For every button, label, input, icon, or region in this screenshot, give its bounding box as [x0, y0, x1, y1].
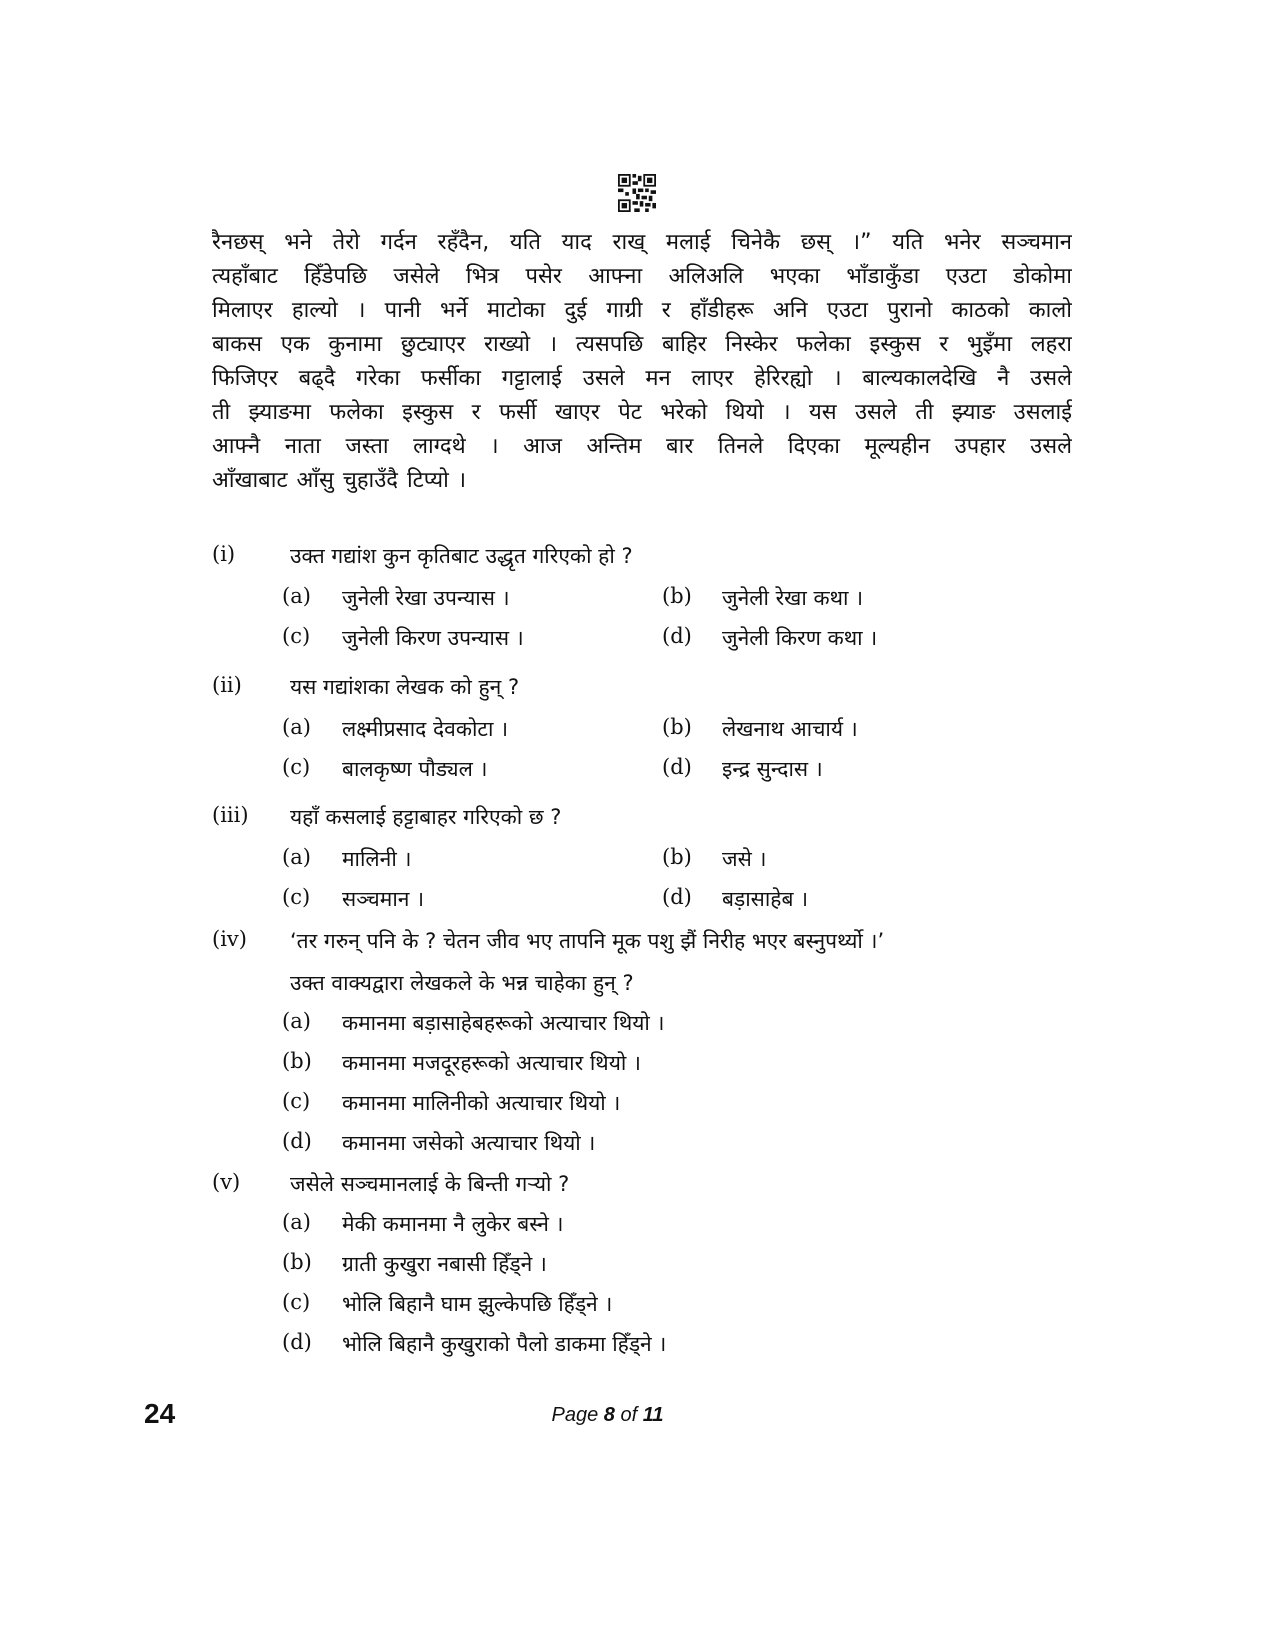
- passage-line: त्यहाँबाट हिँडेपछि जसेले भित्र पसेर आफ्ना अलिअलि भएका भाँडाकुँडा एउटा डोकोमा: [212, 264, 1072, 289]
- option-label: (a): [282, 1210, 311, 1234]
- option-text: कमानमा जसेको अत्याचार थियो ।: [342, 1131, 596, 1155]
- option-label: (b): [282, 1049, 312, 1073]
- option-text: सञ्चमान ।: [342, 887, 425, 911]
- question-5: [212, 1170, 1072, 1360]
- passage-line: ती झ्याङमा फलेका इस्कुस र फर्सी खाएर पेट भरेको थियो । यस उसले ती झ्याङ उसलाई: [212, 400, 1072, 425]
- option-label: (d): [662, 885, 692, 909]
- option-text: लेखनाथ आचार्य ।: [722, 717, 858, 741]
- page-total: 11: [642, 1404, 664, 1426]
- option-label: (a): [282, 1009, 311, 1033]
- option-text: जसे ।: [722, 847, 767, 871]
- option-text: लक्ष्मीप्रसाद देवकोटा ।: [342, 717, 509, 741]
- question-text-line-2: उक्त वाक्यद्वारा लेखकले के भन्न चाहेका हुन् ?: [290, 971, 634, 995]
- question-4: [212, 927, 1072, 1157]
- option-label: (a): [282, 584, 311, 608]
- passage-line: फिजिएर बढ्दै गरेका फर्सीका गट्टालाई उसले मन लाएर हेरिरह्यो । बाल्यकालदेखि नै उसले: [212, 366, 1072, 391]
- option-label: (d): [662, 755, 692, 779]
- option-label: (a): [282, 845, 311, 869]
- option-label: (d): [282, 1330, 312, 1354]
- option-text: जुनेली किरण उपन्यास ।: [342, 626, 524, 650]
- option-label: (b): [282, 1250, 312, 1274]
- passage-line: मिलाएर हाल्यो । पानी भर्ने माटोका दुई गाग्री र हाँडीहरू अनि एउटा पुरानो काठको कालो: [212, 298, 1072, 323]
- option-label: (b): [662, 845, 692, 869]
- option-label: (c): [282, 755, 311, 779]
- paper-code: 24: [144, 1398, 176, 1429]
- qr-code-icon: [618, 174, 656, 212]
- question-text: उक्त गद्यांश कुन कृतिबाट उद्धृत गरिएको हो ?: [290, 544, 633, 568]
- question-text: यहाँ कसलाई हट्टाबाहर गरिएको छ ?: [290, 805, 562, 829]
- option-text: भोलि बिहानै घाम झुल्केपछि हिँड्ने ।: [342, 1292, 613, 1316]
- option-label: (c): [282, 1089, 311, 1113]
- option-label: (c): [282, 885, 311, 909]
- passage-line: रैनछस् भने तेरो गर्दन रहँदैन, यति याद राख् मलाई चिनेकै छस् ।” यति भनेर सञ्चमान: [212, 230, 1072, 255]
- question-number: (i): [212, 542, 236, 566]
- passage-line: बाकस एक कुनामा छुट्याएर राख्यो । त्यसपछि बाहिर निस्केर फलेका इस्कुस र भुइँमा लहरा: [212, 332, 1072, 357]
- option-text: जुनेली रेखा कथा ।: [722, 586, 864, 610]
- question-1: [212, 542, 1072, 652]
- page-of: of: [614, 1404, 643, 1426]
- option-text: ग्राती कुखुरा नबासी हिँड्ने ।: [342, 1252, 547, 1276]
- option-text: कमानमा मालिनीको अत्याचार थियो ।: [342, 1091, 621, 1115]
- question-3: [212, 803, 1072, 913]
- option-label: (d): [282, 1129, 312, 1153]
- option-label: (b): [662, 584, 692, 608]
- option-text: कमानमा बड़ासाहेबहरूको अत्याचार थियो ।: [342, 1011, 665, 1035]
- option-text: जुनेली किरण कथा ।: [722, 626, 878, 650]
- question-text: जसेले सञ्चमानलाई के बिन्ती गर्‍यो ?: [290, 1172, 570, 1196]
- page-current: 8: [603, 1404, 615, 1426]
- question-number: (iv): [212, 927, 247, 951]
- page-indicator: [0, 1404, 1215, 1427]
- option-label: (c): [282, 624, 311, 648]
- question-text: ‘तर गरुन् पनि के ? चेतन जीव भए तापनि मूक पशु झैं निरीह भएर बस्नुपर्थ्यो ।’: [290, 929, 885, 953]
- option-text: मालिनी ।: [342, 847, 412, 871]
- option-label: (c): [282, 1290, 311, 1314]
- option-text: बड़ासाहेब ।: [722, 887, 809, 911]
- passage: [212, 226, 1072, 498]
- question-number: (ii): [212, 673, 242, 697]
- passage-line: आँखाबाट आँसु चुहाउँदै टिप्यो ।: [212, 468, 467, 493]
- option-label: (b): [662, 715, 692, 739]
- option-text: भोलि बिहानै कुखुराको पैलो डाकमा हिँड्ने ।: [342, 1332, 667, 1356]
- question-text: यस गद्यांशका लेखक को हुन् ?: [290, 675, 520, 699]
- option-text: मेकी कमानमा नै लुकेर बस्ने ।: [342, 1212, 564, 1236]
- option-text: इन्द्र सुन्दास ।: [722, 757, 823, 781]
- option-label: (a): [282, 715, 311, 739]
- question-number: (iii): [212, 803, 249, 827]
- option-text: कमानमा मजदूरहरूको अत्याचार थियो ।: [342, 1051, 641, 1075]
- passage-line: आफ्नै नाता जस्ता लाग्दथे । आज अन्तिम बार तिनले दिएका मूल्यहीन उपहार उसले: [212, 434, 1072, 459]
- option-text: जुनेली रेखा उपन्यास ।: [342, 586, 510, 610]
- page-prefix: Page: [551, 1404, 604, 1426]
- question-number: (v): [212, 1170, 241, 1194]
- question-2: [212, 673, 1072, 783]
- option-text: बालकृष्ण पौड्यल ।: [342, 757, 488, 781]
- option-label: (d): [662, 624, 692, 648]
